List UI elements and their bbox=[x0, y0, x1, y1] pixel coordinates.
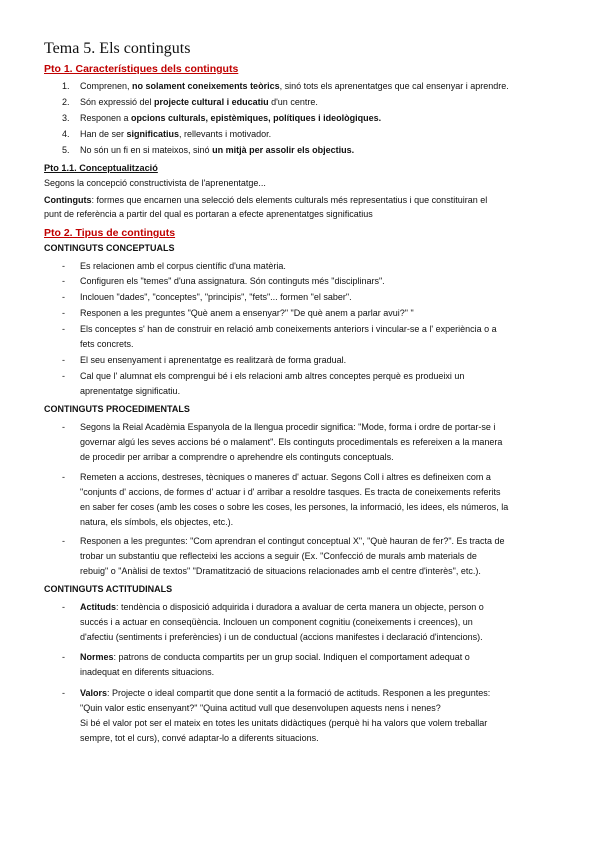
paragraph-line: natura, els símbols, els objectes, etc.). bbox=[80, 517, 234, 527]
list-item: Comprenen, no solament coneixements teòrics, sinó tots els aprenentatges que cal ensenyar i aprendre. bbox=[80, 81, 509, 91]
list-item: Responen a les preguntes "Què anem a ensenyar?" "De què anem a parlar avui?" " bbox=[80, 308, 414, 318]
bullet-dash: - bbox=[62, 652, 65, 662]
list-item-continuation: aprenentatge significatiu. bbox=[80, 386, 181, 396]
paragraph-line: Remeten a accions, destreses, tècniques o maneres d' actuar. Segons Coll i altres es defineixen com a bbox=[80, 472, 491, 482]
paragraph-line: "Quin valor estic ensenyant?" "Quina actitud vull que desenvolupen aquests nens i nenes? bbox=[80, 703, 441, 713]
section2-heading: Pto 2. Tipus de continguts bbox=[44, 227, 176, 239]
bullet-dash: - bbox=[62, 422, 65, 432]
actitudinals-heading: CONTINGUTS ACTITUDINALS bbox=[44, 584, 173, 594]
subsection-heading: Pto 1.1. Conceptualització bbox=[44, 163, 158, 173]
paragraph-line: Valors: Projecte o ideal compartit que done sentit a la formació de actituds. Responen a les preguntes: bbox=[80, 688, 491, 698]
paragraph-line: governar algú les seves accions bé o malament". Els continguts procedimentals es refereixen a la manera bbox=[80, 437, 503, 447]
list-item: Es relacionen amb el corpus científic d'una matèria. bbox=[80, 261, 286, 271]
paragraph-line: d'afectiu (sentiments i preferències) i un de conductual (accions manifestes i declaració d'intencions). bbox=[80, 632, 483, 642]
bullet-dash: - bbox=[62, 536, 65, 546]
list-item: Cal que l' alumnat els comprengui bé i els relacioni amb altres conceptes perquè es produeixi un bbox=[80, 371, 465, 381]
list-item: Han de ser significatius, rellevants i motivador. bbox=[80, 129, 272, 139]
list-item: El seu ensenyament i aprenentatge es realitzarà de forma gradual. bbox=[80, 355, 347, 365]
list-item: Responen a opcions culturals, epistèmiques, polítiques i ideològiques. bbox=[80, 113, 382, 123]
section1-heading: Pto 1. Característiques dels continguts bbox=[44, 63, 239, 75]
paragraph-line: rebuig" o "Anàlisi de textos" "Dramatització de situacions relacionades amb el centre d'interès", etc.). bbox=[80, 566, 481, 576]
list-item: Els conceptes s' han de construir en relació amb coneixements anteriors i vincular-se a l' experiència o a bbox=[80, 324, 497, 334]
definition-paragraph-line: punt de referència a partir del qual es portaran a efecte aprenentatges significatius bbox=[44, 209, 373, 219]
paragraph-line: en saber fer coses (amb les coses o sobre les coses, les persones, la informació, les idees, els números, la bbox=[80, 502, 509, 512]
bullet-dash: - bbox=[62, 292, 65, 302]
list-number: 4. bbox=[62, 129, 70, 139]
list-item: Inclouen "dades", "conceptes", "principis", "fets"... formen "el saber". bbox=[80, 292, 352, 302]
list-number: 1. bbox=[62, 81, 70, 91]
bullet-dash: - bbox=[62, 688, 65, 698]
paragraph-line: trobar un substantiu que reflecteixi les accions a seguir (Ex. "Confecció de murals amb materials de bbox=[80, 551, 477, 561]
paragraph-line: inadequat en diferents situacions. bbox=[80, 667, 215, 677]
list-item: No són un fi en si mateixos, sinó un mitjà per assolir els objectius. bbox=[80, 145, 355, 155]
paragraph-line: Actituds: tendència o disposició adquirida i duradora a avaluar de certa manera un objecte, person o bbox=[80, 602, 484, 612]
paragraph: Segons la concepció constructivista de l'aprenentatge... bbox=[44, 178, 266, 188]
paragraph-line: Si bé el valor pot ser el mateix en totes les unitats didàctiques (perquè hi ha valors que volem treballar bbox=[80, 718, 488, 728]
list-item-continuation: fets concrets. bbox=[80, 339, 134, 349]
paragraph-line: de procedir per arribar a comprendre o aprehendre els continguts conceptuals. bbox=[80, 452, 394, 462]
bullet-dash: - bbox=[62, 276, 65, 286]
list-number: 5. bbox=[62, 145, 70, 155]
procedimentals-heading: CONTINGUTS PROCEDIMENTALS bbox=[44, 404, 190, 414]
paragraph-line: Responen a les preguntes: "Com aprendran el contingut conceptual X", "Què hauran de fer?". Es tracta de bbox=[80, 536, 505, 546]
bullet-dash: - bbox=[62, 308, 65, 318]
paragraph-line: Normes: patrons de conducta compartits per un grup social. Indiquen el comportament adequat o bbox=[80, 652, 470, 662]
bullet-dash: - bbox=[62, 324, 65, 334]
bullet-dash: - bbox=[62, 261, 65, 271]
list-item: Són expressió del projecte cultural i educatiu d'un centre. bbox=[80, 97, 318, 107]
paragraph-line: Segons la Reial Acadèmia Espanyola de la llengua procedir significa: "Mode, forma i ordre de portar-se i bbox=[80, 422, 496, 432]
bullet-dash: - bbox=[62, 602, 65, 612]
paragraph-line: "conjunts d' accions, de formes d' actuar i d' arribar a resoldre tasques. Es tracta de coneixements referits bbox=[80, 487, 501, 497]
definition-paragraph: Continguts: formes que encarnen una selecció dels elements culturals més representatius i que constituiran el bbox=[44, 195, 488, 205]
page-title: Tema 5. Els continguts bbox=[44, 40, 191, 57]
paragraph-line: succés i a actuar en conseqüència. Inclouen un component cognitiu (coneixements i creences), un bbox=[80, 617, 473, 627]
bullet-dash: - bbox=[62, 355, 65, 365]
bullet-dash: - bbox=[62, 472, 65, 482]
conceptuals-heading: CONTINGUTS CONCEPTUALS bbox=[44, 243, 175, 253]
bullet-dash: - bbox=[62, 371, 65, 381]
list-number: 3. bbox=[62, 113, 70, 123]
paragraph-line: sempre, tot el curs), convé adaptar-lo a diferents situacions. bbox=[80, 733, 319, 743]
list-number: 2. bbox=[62, 97, 70, 107]
list-item: Configuren els "temes" d'una assignatura. Són continguts més "disciplinars". bbox=[80, 276, 385, 286]
